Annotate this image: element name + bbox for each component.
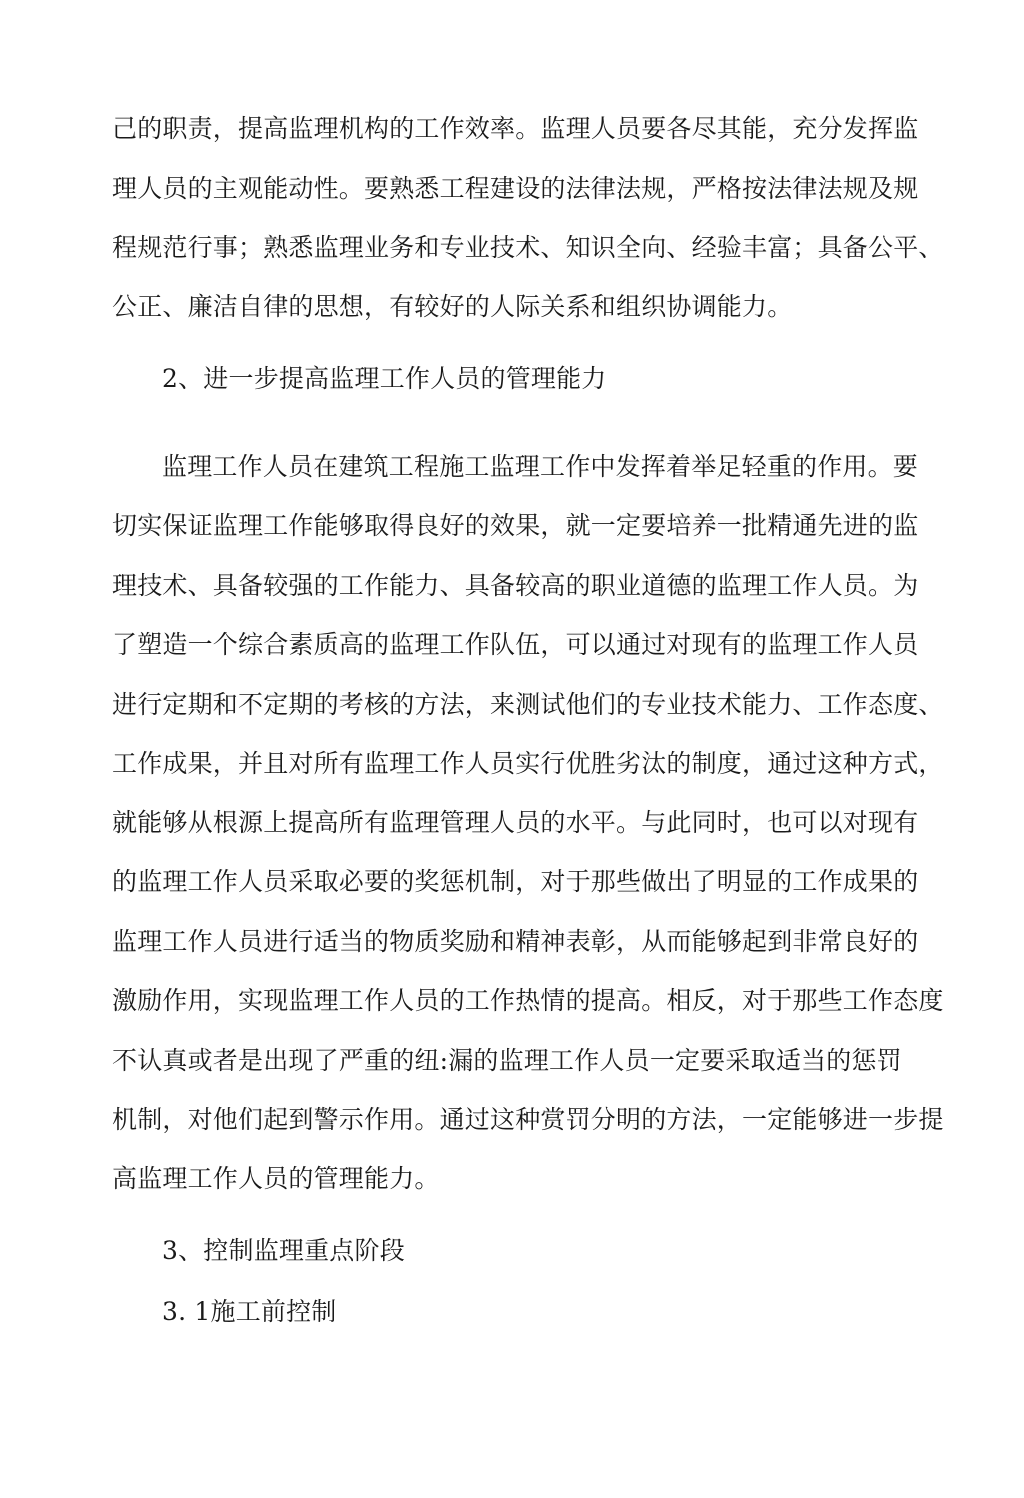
text-line: 进行定期和不定期的考核的方法，来测试他们的专业技术能力、工作态度、 [112,690,944,719]
text-line: 的监理工作人员采取必要的奖惩机制，对于那些做出了明显的工作成果的 [112,867,919,896]
text-line: 理人员的主观能动性。要熟悉工程建设的法律法规，严格按法律法规及规 [112,174,919,203]
text-line: 切实保证监理工作能够取得良好的效果，就一定要培养一批精通先进的监 [112,511,919,540]
text-line: 就能够从根源上提高所有监理管理人员的水平。与此同时，也可以对现有 [112,808,919,837]
paragraph-first-line: 监理工作人员在建筑工程施工监理工作中发挥着举足轻重的作用。要 [162,452,919,481]
text-line: 工作成果，并且对所有监理工作人员实行优胜劣汰的制度，通过这种方式， [112,749,944,778]
text-line: 监理工作人员进行适当的物质奖励和精神表彰，从而能够起到非常良好的 [112,927,919,956]
text-line: 了塑造一个综合素质高的监理工作队伍，可以通过对现有的监理工作人员 [112,630,919,659]
text-line: 机制，对他们起到警示作用。通过这种赏罚分明的方法，一定能够进一步提 [112,1105,944,1134]
text-line: 公正、廉洁自律的思想，有较好的人际关系和组织协调能力。 [112,292,793,321]
text-line: 理技术、具备较强的工作能力、具备较高的职业道德的监理工作人员。为 [112,571,919,600]
subsection-heading: 3. 1施工前控制 [162,1297,337,1326]
text-line: 高监理工作人员的管理能力。 [112,1164,440,1193]
section-heading: 2、进一步提高监理工作人员的管理能力 [162,364,607,393]
text-line: 激励作用，实现监理工作人员的工作热情的提高。相反，对于那些工作态度 [112,986,944,1015]
section-heading: 3、控制监理重点阶段 [162,1236,405,1265]
text-line: 不认真或者是出现了严重的纽:漏的监理工作人员一定要采取适当的惩罚 [112,1046,902,1075]
text-line: 己的职责，提高监理机构的工作效率。监理人员要各尽其能，充分发挥监 [112,114,919,143]
text-line: 程规范行事；熟悉监理业务和专业技术、知识全向、经验丰富；具备公平、 [112,233,944,262]
